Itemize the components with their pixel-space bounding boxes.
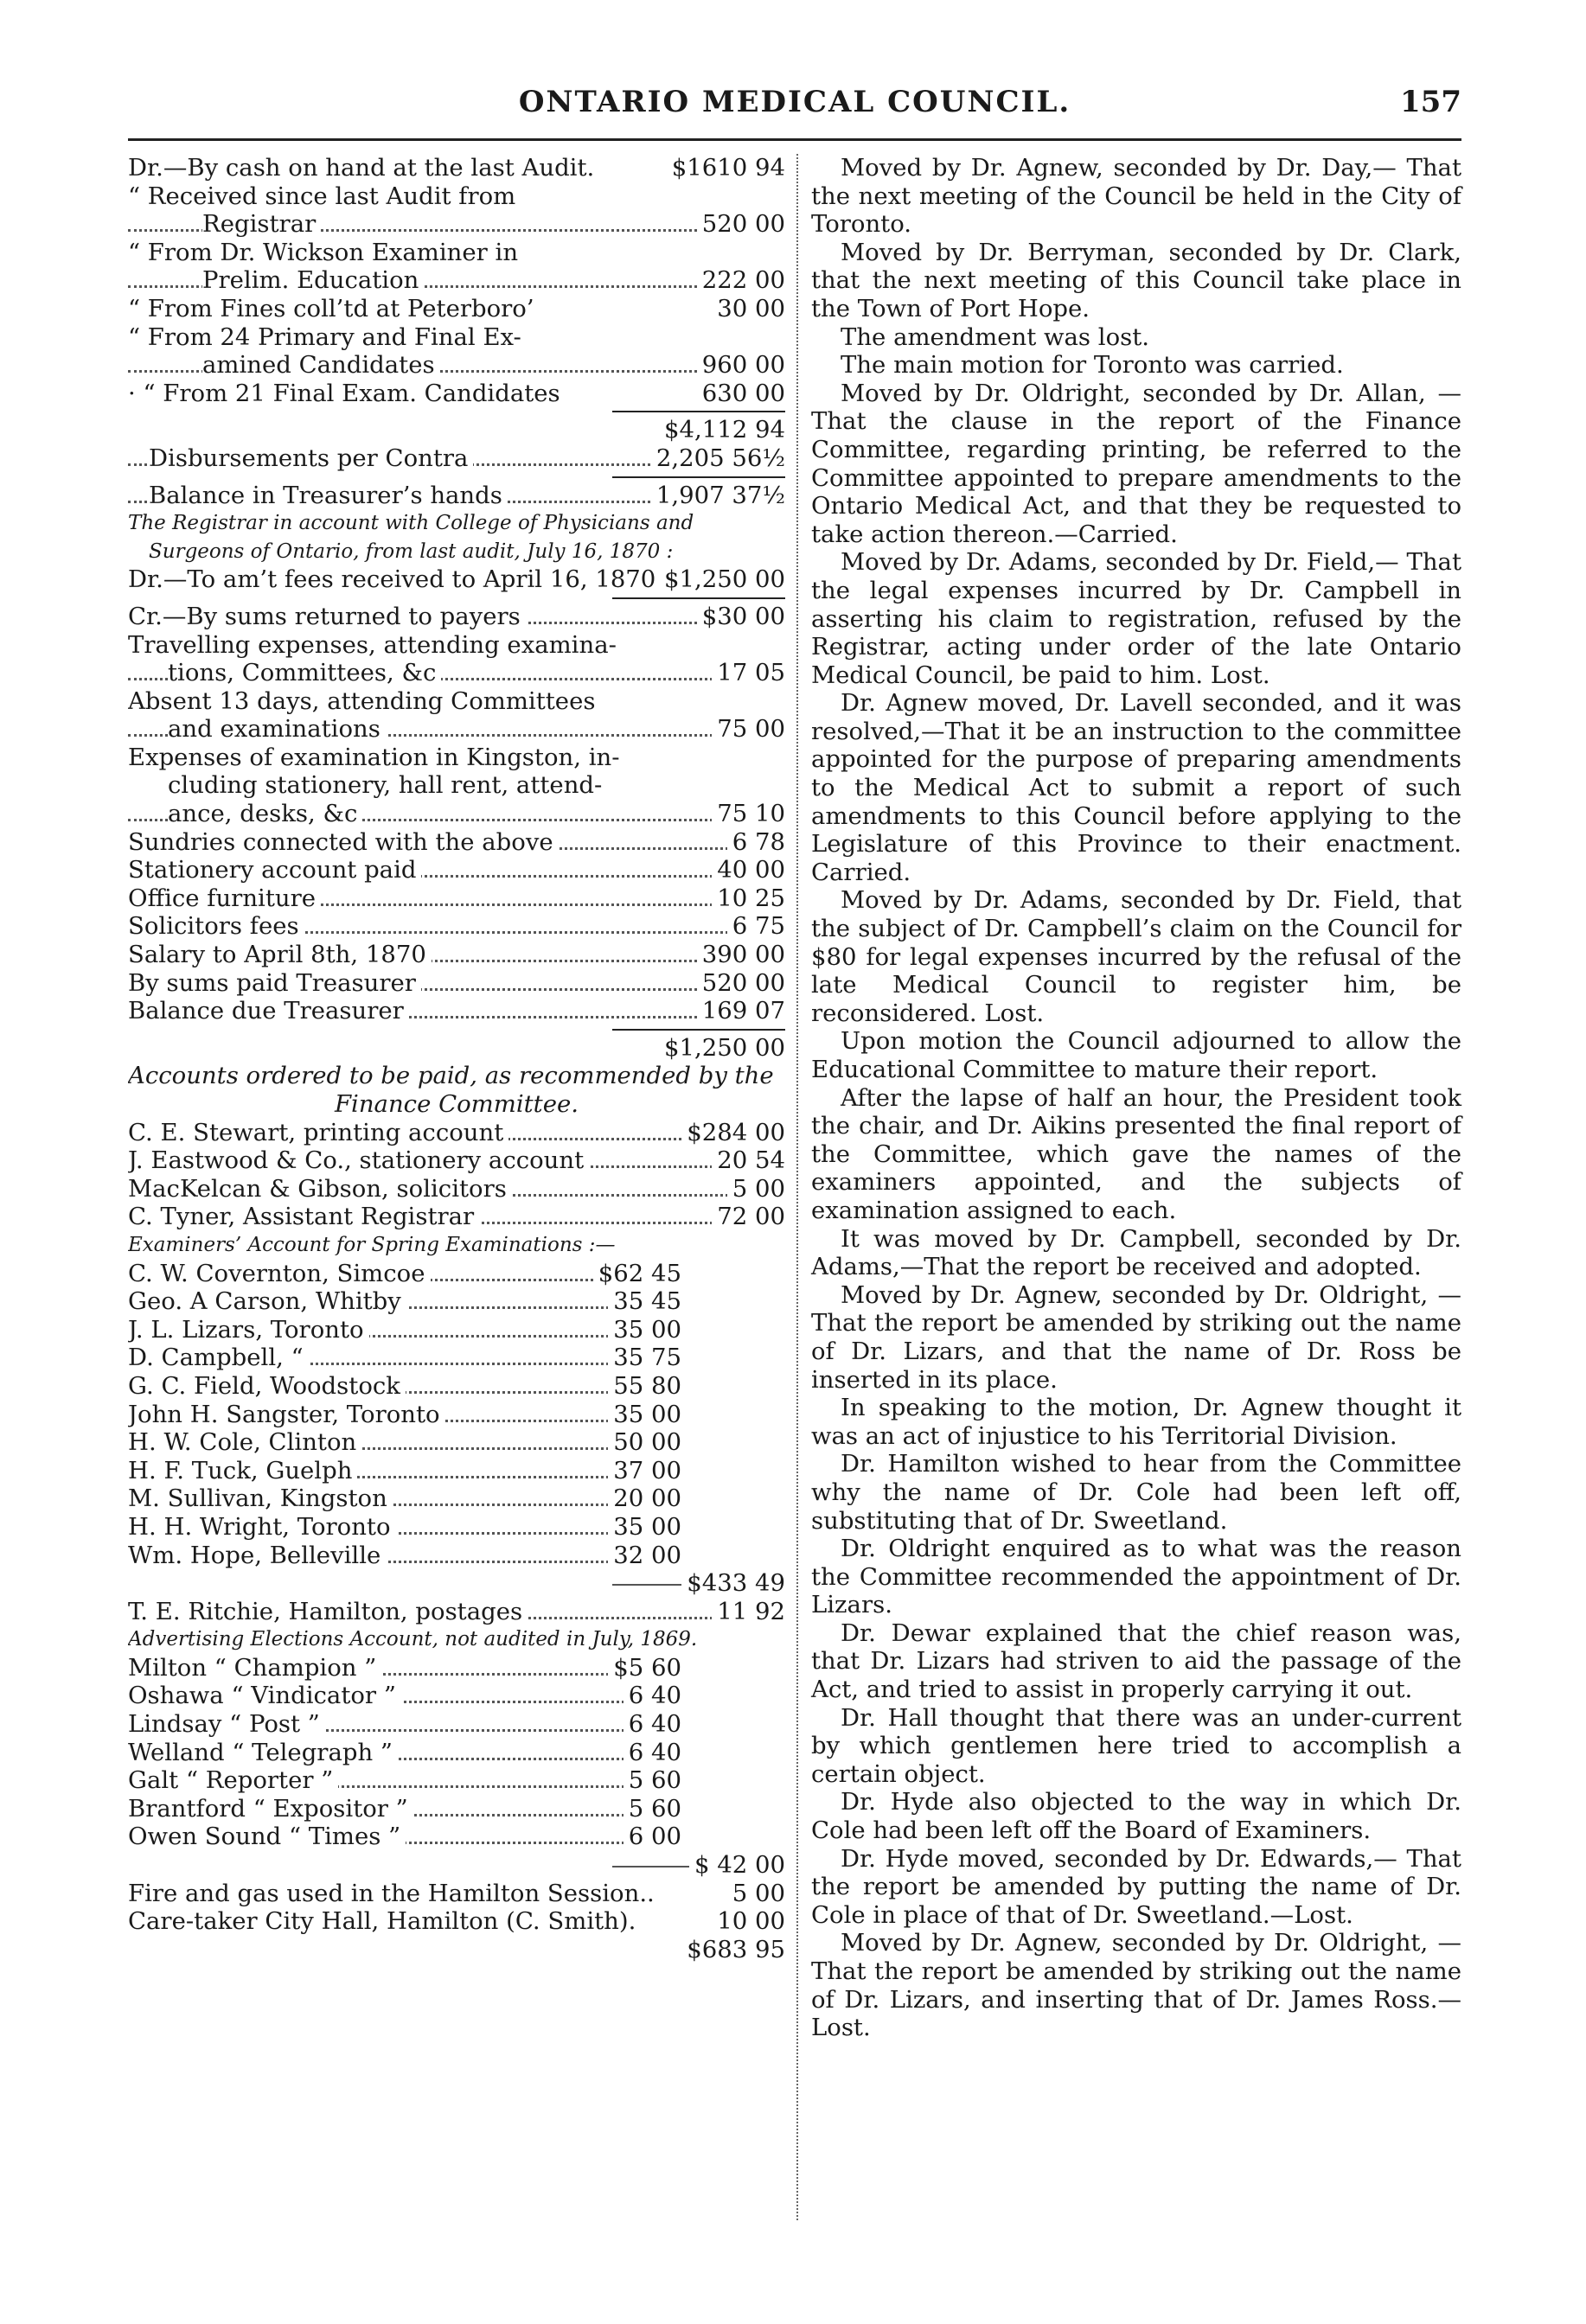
ledger-amount: 169 07 bbox=[697, 997, 785, 1025]
ledger-line bbox=[128, 1428, 785, 1457]
ledger-label: “ From 24 Primary and Final Ex- bbox=[128, 322, 521, 351]
ledger-amount: 1,907 37½ bbox=[651, 482, 785, 510]
ledger-amount: 6 40 bbox=[624, 1710, 681, 1739]
ledger-line bbox=[128, 482, 785, 510]
ledger-line bbox=[128, 1484, 785, 1513]
ledger-label: C. Tyner, Assistant Registrar bbox=[128, 1203, 479, 1231]
ledger-line bbox=[128, 1823, 785, 1851]
ledger-label: Finance Committee. bbox=[334, 1090, 579, 1118]
ledger-amount: $4,112 94 bbox=[659, 416, 785, 444]
ledger-line bbox=[128, 1766, 785, 1795]
ledger-line bbox=[128, 1146, 785, 1175]
ledger-label: J. L. Lizars, Toronto bbox=[128, 1316, 369, 1344]
ledger-label: Examiners’ Account for Spring Examinations :— bbox=[128, 1233, 616, 1256]
ledger-label: Dr.—By cash on hand at the last Audit. bbox=[128, 154, 595, 182]
ledger-line bbox=[128, 351, 785, 380]
ledger-label: Expenses of examination in Kingston, in- bbox=[128, 743, 620, 771]
minutes-paragraph: Dr. Hamilton wished to hear from the Committee why the name of Dr. Cole had been left off, substituting that of Dr. Sweetland. bbox=[811, 1450, 1461, 1535]
ledger-label: Lindsay “ Post ” bbox=[128, 1710, 325, 1739]
ledger-label: D. Campbell, “ bbox=[128, 1344, 309, 1372]
ledger-amount: 6 40 bbox=[624, 1682, 681, 1710]
ledger-amount: 17 05 bbox=[712, 659, 785, 687]
minutes-paragraph: After the lapse of half an hour, the President took the chair, and Dr. Aikins presented the final report of the Committee, which gave the names of the examiners appointed, and the subjects of examination assigned to each. bbox=[811, 1083, 1461, 1224]
ledger-line bbox=[128, 1316, 785, 1344]
ledger-label: Surgeons of Ontario, from last audit, July 16, 1870 : bbox=[149, 540, 674, 563]
accounts-column bbox=[128, 154, 785, 2263]
minutes-paragraph: Moved by Dr. Adams, seconded by Dr. Field,— That the legal expenses incurred by Dr. Campbell in asserting his claim to registration, refused by the Registrar, acting under order of the late Ontario Medical Council, be paid to him. Lost. bbox=[811, 548, 1461, 689]
ledger-line bbox=[128, 687, 785, 716]
ledger-line bbox=[128, 969, 785, 998]
ledger-amount: 10 25 bbox=[712, 884, 785, 913]
ledger-amount: 6 75 bbox=[727, 912, 785, 941]
ledger-amount: $1,250 00 bbox=[659, 1034, 785, 1063]
minutes-paragraph: Dr. Dewar explained that the chief reason was, that Dr. Lizars had striven to aid the passage of the Act, and tried to assist in properly carrying it out. bbox=[811, 1618, 1461, 1704]
ledger-line bbox=[128, 1090, 785, 1119]
ledger-label: Fire and gas used in the Hamilton Session.. bbox=[128, 1879, 655, 1907]
minutes-paragraph: Dr. Agnew moved, Dr. Lavell seconded, and it was resolved,—That it be an instruction to the committee appointed for the purpose of preparing amendments to the Medical Act to submit a report of such amendments to this Council before applying to the Legislature of this Province to their enactment. Carried. bbox=[811, 689, 1461, 886]
ledger-line bbox=[128, 266, 785, 295]
ledger-label: Welland “ Telegraph ” bbox=[128, 1739, 398, 1767]
ledger-label: Travelling expenses, attending examina- bbox=[128, 630, 617, 659]
ledger-line bbox=[128, 1119, 785, 1147]
total-rule-line bbox=[612, 597, 785, 599]
ledger-line bbox=[128, 1795, 785, 1823]
ledger-amount: 630 00 bbox=[697, 380, 785, 408]
page-header-title: ONTARIO MEDICAL COUNCIL. bbox=[518, 85, 1071, 119]
ledger-line bbox=[128, 1542, 785, 1570]
minutes-paragraph: Moved by Dr. Adams, seconded by Dr. Field, that the subject of Dr. Campbell’s claim on the Council for $80 for legal expenses incurred by the refusal of the late Medical Council to register him, be reconsidered. Lost. bbox=[811, 886, 1461, 1027]
ledger-amount: 5 00 bbox=[727, 1880, 785, 1908]
ledger-line bbox=[128, 323, 785, 352]
ledger-line bbox=[128, 1682, 785, 1710]
minutes-paragraph: Upon motion the Council adjourned to allow the Educational Committee to mature their report. bbox=[811, 1027, 1461, 1083]
ledger-label: H. W. Cole, Clinton bbox=[128, 1428, 361, 1457]
ledger-label: Sundries connected with the above bbox=[128, 828, 559, 857]
minutes-paragraph: The main motion for Toronto was carried. bbox=[841, 351, 1344, 380]
ledger-amount: $1610 94 bbox=[667, 154, 785, 182]
minutes-paragraph: It was moved by Dr. Campbell, seconded by Dr. Adams,—That the report be received and adopted. bbox=[811, 1224, 1461, 1281]
ledger-line bbox=[128, 912, 785, 941]
ledger-amount: $ 42 00 bbox=[689, 1851, 785, 1880]
ledger-amount: 2,205 56½ bbox=[651, 444, 785, 473]
ledger-label: “ From Fines coll’td at Peterboro’ bbox=[128, 294, 534, 322]
ledger-line bbox=[128, 771, 785, 800]
ledger-line bbox=[128, 1034, 785, 1063]
ledger-label: T. E. Ritchie, Hamilton, postages bbox=[128, 1598, 528, 1626]
ledger-label: H. F. Tuck, Guelph bbox=[128, 1457, 357, 1485]
ledger-label: ance, desks, &c bbox=[168, 800, 362, 828]
ledger-label: Stationery account paid bbox=[128, 856, 421, 884]
ledger-line bbox=[128, 1372, 785, 1401]
ledger-label: Registrar bbox=[202, 210, 321, 239]
ledger-label: Solicitors fees bbox=[128, 912, 304, 941]
ledger-line bbox=[128, 1936, 785, 1964]
ledger-label: Care-taker City Hall, Hamilton (C. Smith). bbox=[128, 1907, 636, 1936]
ledger-label: Balance in Treasurer’s hands bbox=[149, 482, 508, 510]
ledger-label: H. H. Wright, Toronto bbox=[128, 1513, 396, 1542]
ledger-amount: 6 00 bbox=[624, 1823, 681, 1851]
ledger-line bbox=[128, 631, 785, 660]
ledger-amount: $1,250 00 bbox=[659, 565, 785, 594]
minutes-paragraph: Dr. Hyde moved, seconded by Dr. Edwards,— That the report be amended by putting the name of Dr. Cole in place of that of Dr. Sweetland.—Lost. bbox=[811, 1844, 1461, 1929]
ledger-label: John H. Sangster, Toronto bbox=[128, 1401, 445, 1429]
ledger-amount: 35 75 bbox=[608, 1344, 681, 1372]
total-rule bbox=[128, 407, 785, 416]
ledger-amount: 520 00 bbox=[697, 969, 785, 998]
ledger-line bbox=[128, 1401, 785, 1429]
ledger-amount: 75 00 bbox=[712, 715, 785, 744]
ledger-line bbox=[128, 1344, 785, 1372]
ledger-amount: $433 49 bbox=[681, 1569, 785, 1598]
ledger-label: Galt “ Reporter ” bbox=[128, 1766, 338, 1795]
minutes-paragraph: Moved by Dr. Agnew, seconded by Dr. Day,— That the next meeting of the Council be held in the City of Toronto. bbox=[811, 154, 1461, 239]
ledger-label: and examinations bbox=[168, 715, 386, 744]
ledger-amount: 6 40 bbox=[624, 1739, 681, 1767]
ledger-line bbox=[128, 444, 785, 473]
ledger-amount: 11 92 bbox=[712, 1598, 785, 1626]
ledger-line bbox=[128, 800, 785, 828]
ledger-label: cluding stationery, hall rent, attend- bbox=[168, 771, 603, 800]
ledger-line bbox=[128, 1907, 785, 1936]
ledger-line bbox=[128, 1231, 785, 1260]
ledger-label: “ From Dr. Wickson Examiner in bbox=[128, 238, 519, 266]
ledger-amount: 222 00 bbox=[697, 266, 785, 295]
header-rule bbox=[128, 138, 1461, 141]
ledger-line bbox=[128, 1598, 785, 1626]
ledger-label: Office furniture bbox=[128, 884, 321, 913]
ledger-amount: 50 00 bbox=[608, 1428, 681, 1457]
ledger-amount: $62 45 bbox=[593, 1260, 681, 1288]
ledger-amount: 35 00 bbox=[608, 1401, 681, 1429]
ledger-amount: 20 54 bbox=[712, 1146, 785, 1175]
ledger-line bbox=[128, 997, 785, 1025]
ledger-line bbox=[128, 603, 785, 631]
ledger-line bbox=[128, 884, 785, 913]
ledger-amount: $5 60 bbox=[608, 1654, 681, 1682]
ledger-line bbox=[128, 941, 785, 969]
ledger-label: Disbursements per Contra bbox=[149, 444, 473, 473]
total-rule bbox=[128, 473, 785, 482]
ledger-line bbox=[128, 380, 785, 408]
ledger-amount: $683 95 bbox=[681, 1936, 785, 1964]
ledger-label: · “ From 21 Final Exam. Candidates bbox=[128, 379, 560, 407]
ledger-label: amined Candidates bbox=[202, 351, 440, 380]
ledger-amount: 20 00 bbox=[608, 1484, 681, 1513]
ledger-line bbox=[128, 416, 785, 444]
ledger-line bbox=[128, 1203, 785, 1231]
ledger-label: Balance due Treasurer bbox=[128, 997, 409, 1025]
minutes-column bbox=[811, 154, 1461, 2263]
running-header bbox=[128, 85, 1461, 128]
minutes-paragraph: Moved by Dr. Agnew, seconded by Dr. Oldright, —That the report be amended by striking out the name of Dr. Lizars, and inserting that of Dr. James Ross.—Lost. bbox=[811, 1929, 1461, 2042]
ledger-line bbox=[128, 828, 785, 857]
ledger-label: Accounts ordered to be paid, as recommended by the bbox=[128, 1062, 774, 1090]
ledger-label: Brantford “ Expositor ” bbox=[128, 1795, 413, 1823]
ledger-amount: 5 60 bbox=[624, 1795, 681, 1823]
ledger-line bbox=[128, 1739, 785, 1767]
ledger-line bbox=[128, 1513, 785, 1542]
ledger-amount: 10 00 bbox=[712, 1907, 785, 1936]
ledger-line bbox=[128, 1260, 785, 1288]
ledger-amount: 390 00 bbox=[697, 941, 785, 969]
ledger-label: By sums paid Treasurer bbox=[128, 969, 421, 998]
minutes-paragraph: In speaking to the motion, Dr. Agnew thought it was an act of injustice to his Territorial Division. bbox=[811, 1394, 1461, 1450]
ledger-label: Milton “ Champion ” bbox=[128, 1654, 381, 1682]
ledger-line bbox=[128, 744, 785, 772]
ledger-line bbox=[128, 210, 785, 239]
ledger-line bbox=[128, 659, 785, 687]
ledger-line bbox=[128, 295, 785, 323]
ledger-amount: 55 80 bbox=[608, 1372, 681, 1401]
total-rule-line bbox=[612, 476, 785, 478]
ledger-label: Wm. Hope, Belleville bbox=[128, 1542, 386, 1570]
ledger-line bbox=[128, 538, 785, 566]
total-rule-line bbox=[612, 411, 785, 412]
ledger-amount: 520 00 bbox=[697, 210, 785, 239]
ledger-label: Oshawa “ Vindicator ” bbox=[128, 1682, 401, 1710]
minutes-paragraph: The amendment was lost. bbox=[841, 322, 1150, 351]
ledger-amount: $284 00 bbox=[681, 1119, 785, 1147]
ledger-amount: $30 00 bbox=[697, 603, 785, 631]
ledger-amount: 5 60 bbox=[624, 1766, 681, 1795]
ledger-line bbox=[128, 856, 785, 884]
ledger-line bbox=[128, 509, 785, 538]
ledger-label: Dr.—To am’t fees received to April 16, 1870 bbox=[128, 565, 656, 594]
minutes-paragraph: Dr. Hyde also objected to the way in which Dr. Cole had been left off the Board of Examiners. bbox=[811, 1788, 1461, 1845]
ledger-label: MacKelcan & Gibson, solicitors bbox=[128, 1175, 512, 1204]
ledger-amount: 35 00 bbox=[608, 1513, 681, 1542]
ledger-line bbox=[128, 1457, 785, 1485]
ledger-amount: 35 45 bbox=[608, 1287, 681, 1316]
ledger-label: J. Eastwood & Co., stationery account bbox=[128, 1146, 589, 1175]
total-rule bbox=[128, 1025, 785, 1034]
ledger-label: The Registrar in account with College of Physicians and bbox=[128, 512, 694, 535]
ledger-amount: 72 00 bbox=[712, 1203, 785, 1231]
ledger-line bbox=[128, 154, 785, 182]
ledger-label: C. E. Stewart, printing account bbox=[128, 1119, 508, 1147]
ledger-line bbox=[128, 1287, 785, 1316]
ledger-label: Salary to April 8th, 1870 bbox=[128, 941, 432, 969]
ledger-label: M. Sullivan, Kingston bbox=[128, 1484, 393, 1513]
ledger-amount: 30 00 bbox=[712, 295, 785, 323]
ledger-line bbox=[128, 1625, 785, 1654]
ledger-line bbox=[128, 1710, 785, 1739]
ledger-line bbox=[128, 1851, 785, 1880]
ledger-line bbox=[128, 565, 785, 594]
ledger-label: Prelim. Education bbox=[202, 266, 424, 295]
ledger-amount: 37 00 bbox=[608, 1457, 681, 1485]
ledger-amount: 960 00 bbox=[697, 351, 785, 380]
ledger-line bbox=[128, 715, 785, 744]
ledger-label: “ Received since last Audit from bbox=[128, 182, 516, 210]
ledger-label: Geo. A Carson, Whitby bbox=[128, 1287, 406, 1316]
ledger-line bbox=[128, 182, 785, 211]
ledger-amount: 40 00 bbox=[712, 856, 785, 884]
minutes-paragraph: Moved by Dr. Oldright, seconded by Dr. Allan, —That the clause in the report of the Finance Committee, regarding printing, be referred to the Committee appointed to prepare amendments to the Ontario Medical Act, and that they be requested to take action thereon.—Carried. bbox=[811, 379, 1461, 548]
ledger-label: G. C. Field, Woodstock bbox=[128, 1372, 406, 1401]
ledger-line bbox=[128, 1175, 785, 1204]
ledger-label: Advertising Elections Account, not audited in July, 1869. bbox=[128, 1628, 698, 1651]
ledger-label: C. W. Covernton, Simcoe bbox=[128, 1260, 431, 1288]
minutes-paragraph: Dr. Hall thought that there was an under-current by which gentlemen here tried to accomplish a certain object. bbox=[811, 1703, 1461, 1788]
ledger-line bbox=[128, 1654, 785, 1682]
ledger-amount: 32 00 bbox=[608, 1542, 681, 1570]
minutes-paragraph: Moved by Dr. Agnew, seconded by Dr. Oldright, —That the report be amended by striking out the name of Dr. Lizars, and that the name of Dr. Ross be inserted in its place. bbox=[811, 1280, 1461, 1394]
ledger-line bbox=[128, 239, 785, 267]
minutes-paragraph: Dr. Oldright enquired as to what was the reason the Committee recommended the appointment of Dr. Lizars. bbox=[811, 1535, 1461, 1619]
total-rule-line bbox=[612, 1029, 785, 1031]
ledger-label: Cr.—By sums returned to payers bbox=[128, 603, 526, 631]
ledger-line bbox=[128, 1880, 785, 1908]
ledger-label: Absent 13 days, attending Committees bbox=[128, 686, 596, 715]
total-rule bbox=[128, 594, 785, 603]
ledger-line bbox=[128, 1569, 785, 1598]
ledger-line bbox=[128, 1062, 785, 1090]
ledger-label: tions, Committees, &c bbox=[168, 659, 441, 687]
ledger-amount: 6 78 bbox=[727, 828, 785, 857]
ledger-amount: 75 10 bbox=[712, 800, 785, 828]
minutes-paragraph: Moved by Dr. Berryman, seconded by Dr. Clark, that the next meeting of this Council take place in the Town of Port Hope. bbox=[811, 238, 1461, 322]
page-number: 157 bbox=[1400, 85, 1461, 119]
ledger-label: Owen Sound “ Times ” bbox=[128, 1823, 406, 1851]
ledger-amount: 35 00 bbox=[608, 1316, 681, 1344]
ledger-amount: 5 00 bbox=[727, 1175, 785, 1204]
column-divider bbox=[796, 154, 798, 2220]
